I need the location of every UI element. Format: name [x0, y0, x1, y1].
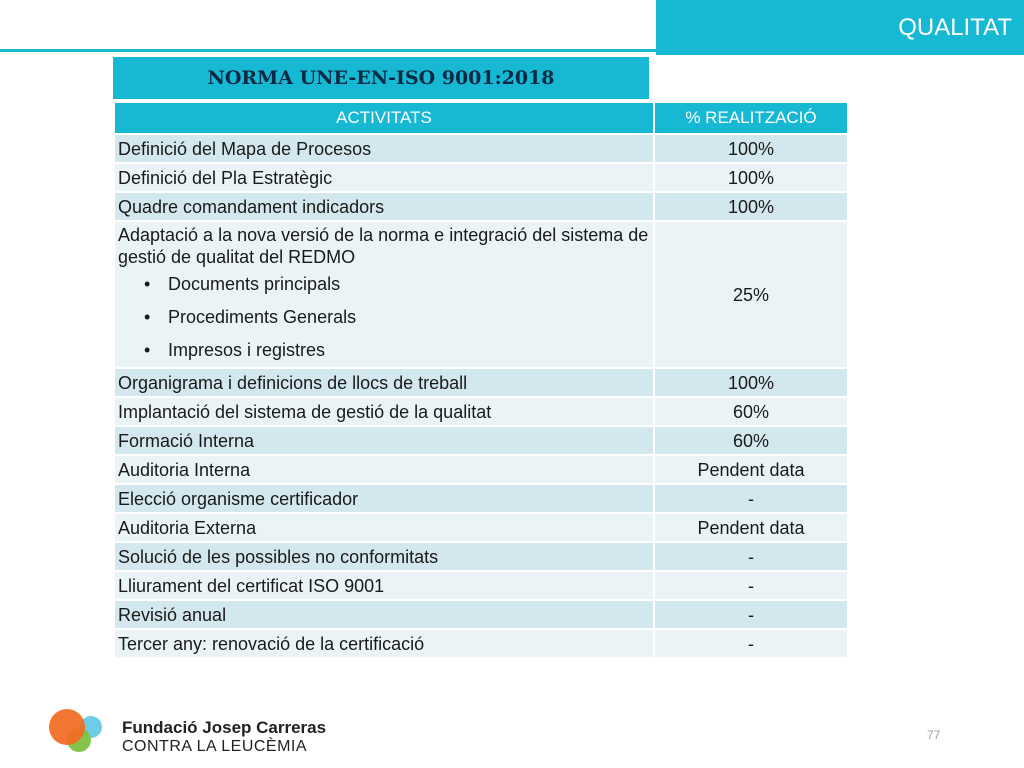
activity-bullet-item: • Impresos i registres — [144, 334, 650, 367]
org-tagline: CONTRA LA LEUCÈMIA — [122, 738, 308, 755]
progress-cell: - — [654, 542, 848, 571]
activity-cell — [114, 513, 654, 542]
table-row — [114, 600, 848, 629]
progress-cell: 60% — [654, 426, 848, 455]
table-row — [114, 397, 848, 426]
activity-cell — [114, 368, 654, 397]
table-row — [114, 163, 848, 192]
org-name: Fundació Josep Carreras — [122, 718, 327, 737]
table-row — [114, 426, 848, 455]
activity-label: Formació Interna — [118, 430, 255, 451]
activity-label: Elecció organisme certificador — [118, 488, 359, 509]
activity-cell — [114, 455, 654, 484]
table-row — [114, 192, 848, 221]
fundacio-josep-carreras-logo-icon — [48, 707, 108, 755]
activity-bullet-item: • Documents principals — [144, 268, 650, 301]
activity-cell — [114, 542, 654, 571]
activity-label: Definició del Mapa de Procesos — [118, 138, 372, 159]
progress-cell: 100% — [654, 134, 848, 163]
section-title: QUALITAT — [656, 0, 1024, 55]
progress-cell: 25% — [654, 221, 848, 368]
activity-label: Implantació del sistema de gestió de la qualitat — [118, 401, 492, 422]
progress-cell: 60% — [654, 397, 848, 426]
activity-label: Tercer any: renovació de la certificació — [118, 633, 425, 654]
activity-label: Revisió anual — [118, 604, 227, 625]
activity-cell — [114, 397, 654, 426]
progress-cell: 100% — [654, 192, 848, 221]
page-number: 77 — [927, 728, 941, 742]
progress-cell: - — [654, 571, 848, 600]
table-row — [114, 629, 848, 658]
activity-bullet-list — [118, 268, 650, 367]
table-row — [114, 455, 848, 484]
table-row — [114, 221, 848, 368]
progress-cell: - — [654, 629, 848, 658]
progress-cell: - — [654, 484, 848, 513]
top-bar — [0, 0, 656, 52]
activity-cell — [114, 221, 654, 368]
activity-cell — [114, 571, 654, 600]
activity-bullet-item: • Procediments Generals — [144, 301, 650, 334]
activity-label: Auditoria Externa — [118, 517, 257, 538]
activity-cell — [114, 426, 654, 455]
activity-label: Lliurament del certificat ISO 9001 — [118, 575, 385, 596]
activity-label: Adaptació a la nova versió de la norma e integració del sistema de gestió de qualitat del REDMO — [118, 225, 649, 267]
activity-cell — [114, 484, 654, 513]
activity-label: Quadre comandament indicadors — [118, 196, 385, 217]
activity-label: Auditoria Interna — [118, 459, 251, 480]
progress-cell: - — [654, 600, 848, 629]
activity-cell — [114, 192, 654, 221]
activity-cell — [114, 134, 654, 163]
table-title: NORMA UNE-EN-ISO 9001:2018 — [113, 57, 649, 99]
progress-cell: Pendent data — [654, 455, 848, 484]
column-header-progress: % REALITZACIÓ — [654, 102, 848, 134]
activity-cell — [114, 163, 654, 192]
activity-cell — [114, 600, 654, 629]
table-row — [114, 484, 848, 513]
table-row — [114, 134, 848, 163]
progress-cell: 100% — [654, 163, 848, 192]
activity-label: Organigrama i definicions de llocs de treball — [118, 372, 468, 393]
activity-cell — [114, 629, 654, 658]
table-row — [114, 571, 848, 600]
activity-label: Definició del Pla Estratègic — [118, 167, 333, 188]
progress-cell: 100% — [654, 368, 848, 397]
table-row — [114, 368, 848, 397]
table-row — [114, 542, 848, 571]
table-header-row — [114, 102, 848, 134]
progress-cell: Pendent data — [654, 513, 848, 542]
activities-table — [113, 101, 849, 659]
table-row — [114, 513, 848, 542]
column-header-activity: ACTIVITATS — [114, 102, 654, 134]
activity-label: Solució de les possibles no conformitats — [118, 546, 439, 567]
